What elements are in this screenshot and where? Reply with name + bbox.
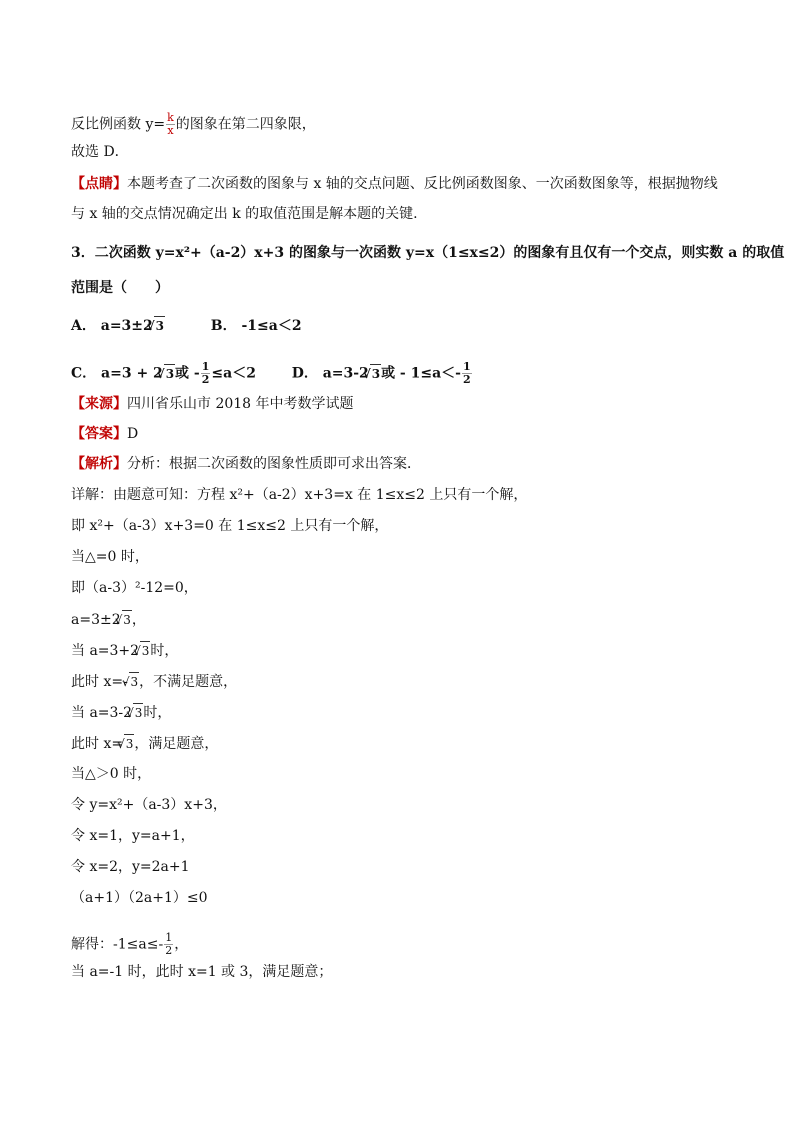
solution-step-3: 当△=0 时，	[71, 549, 149, 565]
solution-step-16: 当 a=-1 时，此时 x=1 或 3，满足题意；	[71, 964, 333, 980]
sqrt-symbol: √ 3	[370, 364, 381, 383]
answer-tag: 【答案】	[71, 426, 127, 442]
solution-step-14: （a+1）（2a+1）≤0	[71, 890, 208, 906]
sqrt-symbol: √ 3	[122, 610, 132, 629]
option-d-label: D．	[291, 365, 318, 382]
question-3-line-1: 3．二次函数 y=x²+（a-2）x+3 的图象与一次函数 y=x（1≤x≤2）的图象有且仅有一个交点，则实数 a 的取值	[71, 245, 785, 261]
solution-step-8: 当 a=3-2√ 3时，	[71, 703, 171, 722]
solution-step-15: 解得：-1≤a≤- $\frac{1}{2}$ ，	[71, 931, 189, 957]
line-comment-cont: 与 x 轴的交点情况确定出 k 的取值范围是解本题的关键.	[71, 206, 418, 222]
option-c-label: C．	[71, 365, 97, 382]
line-answer: 【答案】D	[71, 426, 139, 442]
question-3-line-2: 范围是（ ）	[71, 280, 169, 296]
options-a-b: A． a=3±2√ 3 B． -1≤a＜2	[71, 316, 302, 335]
options-c-d: C． a=3 + 2√ 3或 - $\frac{1}{2}$ ≤a＜2 D． a=3-2√ 3或 - 1≤a＜- $\frac{1}{2}$	[71, 361, 473, 386]
solution-step-9: 此时 x=√ 3，满足题意，	[71, 734, 218, 753]
sqrt-symbol: √ 3	[164, 364, 175, 383]
solution-step-11: 令 y=x²+（a-3）x+3，	[71, 797, 227, 813]
line-source: 【来源】四川省乐山市 2018 年中考数学试题	[71, 396, 354, 412]
sqrt-symbol: √ 3	[124, 734, 134, 753]
solution-step-12: 令 x=1，y=a+1，	[71, 828, 195, 844]
sqrt-symbol: √ 3	[140, 641, 150, 660]
solution-step-1: 详解：由题意可知：方程 x²+（a-2）x+3=x 在 1≤x≤2 上只有一个解，	[71, 487, 528, 503]
sqrt-symbol: √ 3	[154, 316, 165, 335]
line-analysis: 【解析】分析：根据二次函数的图象性质即可求出答案．	[71, 456, 421, 472]
option-a-label: A．	[71, 318, 96, 334]
solution-step-4: 即（a-3）²-12=0，	[71, 580, 198, 596]
fraction-one-half: $\frac{1}{2}$	[165, 931, 173, 957]
comment-tag: 【点睛】	[71, 176, 127, 192]
solution-step-7: 此时 x=-√ 3，不满足题意，	[71, 672, 237, 691]
sqrt-symbol: √ 3	[129, 672, 139, 691]
sqrt-symbol: √ 3	[133, 703, 143, 722]
source-tag: 【来源】	[71, 396, 127, 412]
fraction-one-half: $\frac{1}{2}$	[462, 360, 471, 386]
fraction-k-over-x: $\frac{k}{x}$	[167, 111, 174, 137]
fraction-one-half: $\frac{1}{2}$	[201, 360, 210, 386]
solution-step-6: 当 a=3+2√ 3时，	[71, 641, 178, 660]
analysis-tag: 【解析】	[71, 456, 127, 472]
solution-step-5: a=3±2√ 3，	[71, 610, 146, 629]
solution-step-13: 令 x=2，y=2a+1	[71, 859, 190, 875]
line-reciprocal-function: 反比例函数 y= $\frac{k}{x}$ 的图象在第二四象限，	[71, 111, 316, 137]
line-choose-d: 故选 D．	[71, 144, 129, 160]
option-b-label: B．	[210, 318, 237, 334]
line-comment: 【点睛】本题考查了二次函数的图象与 x 轴的交点问题、反比例函数图象、一次函数图象等，根据抛物线	[71, 176, 718, 192]
solution-step-10: 当△＞0 时，	[71, 766, 152, 782]
solution-step-2: 即 x²+（a-3）x+3=0 在 1≤x≤2 上只有一个解，	[71, 518, 389, 534]
